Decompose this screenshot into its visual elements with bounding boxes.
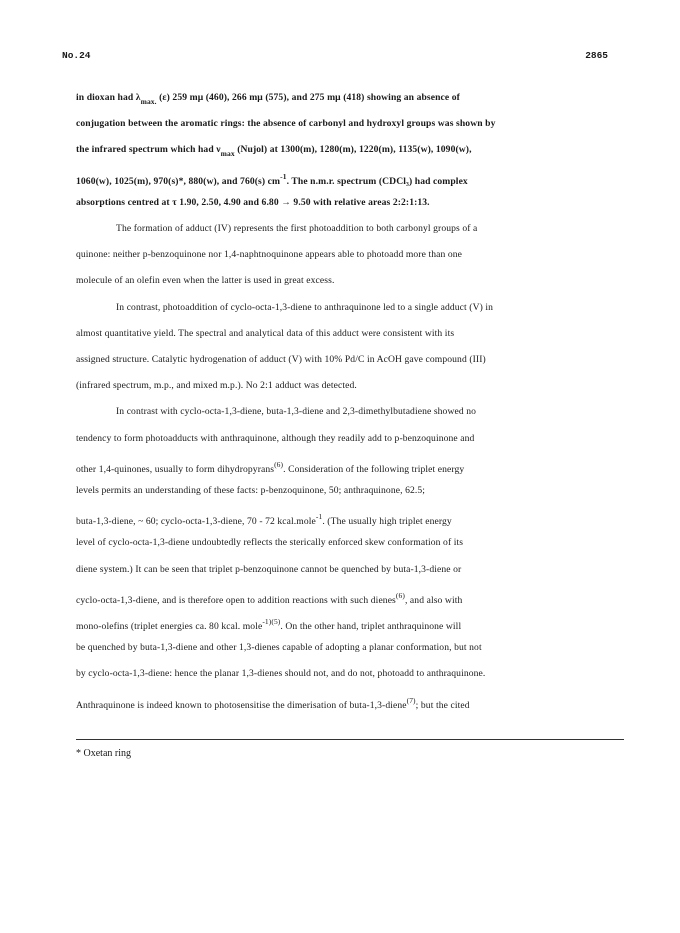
line-text: be quenched by buta-1,3-diene and other 1,3-dienes capable of adopting a planar conformation, but not [76,642,482,654]
text-line [76,511,624,528]
line-text: 1060(w), 1025(m), 970(s)*, 880(w), and 760(s) cm [76,175,281,187]
line-text: . Consideration of the following triplet energy [283,463,465,475]
journal-issue-number: No.24 [62,50,91,61]
line-text: in dioxan had λ [76,92,141,103]
line-text: ; but the cited [415,699,470,711]
text-line [76,564,624,576]
superscript: -1 [280,171,287,181]
text-line [76,380,624,392]
text-line [76,642,624,654]
subscript: max. [140,97,157,106]
text-line [116,406,624,418]
text-line [76,328,624,340]
line-text: . On the other hand, triplet anthraquinone will [280,621,462,632]
line-text: conjugation between the aromatic rings: the absence of carbonyl and hydroxyl groups was shown by [76,118,496,130]
text-line [76,616,624,633]
line-text: other 1,4-quinones, usually to form dihydropyrans [76,463,275,475]
line-text: cyclo-octa-1,3-diene, and is therefore open to addition reactions with such dienes [76,594,396,606]
text-line [116,223,624,235]
line-text: level of cyclo-octa-1,3-diene undoubtedly reflects the sterically enforced skew conformation of its [76,537,464,549]
subscript: max [220,149,235,159]
line-text: almost quantitative yield. The spectral and analytical data of this adduct were consistent with its [76,327,455,339]
line-text: (infrared spectrum, m.p., and mixed m.p.). No 2:1 adduct was detected. [76,380,357,392]
line-text: by cyclo-octa-1,3-diene: hence the planar 1,3-dienes should not, and do not, photoadd to anthraquinone. [76,668,486,680]
line-text: . (The usually high triplet energy [322,516,452,528]
line-text: mono-olefins (triplet energies ca. 80 kcal. mole [76,621,263,632]
text-line [76,668,624,680]
line-text: assigned structure. Catalytic hydrogenation of adduct (V) with 10% Pd/C in AcOH gave compound (III) [76,354,486,365]
line-text: . The n.m.r. spectrum (CDCl₃) had complex [286,175,468,187]
footnote: * Oxetan ring [76,748,131,759]
line-text: molecule of an olefin even when the latter is used in great excess. [76,275,335,287]
line-text: The formation of adduct (IV) represents the first photoaddition to both carbonyl groups of a [116,223,478,234]
line-text: buta-1,3-diene, ~ 60; cyclo-octa-1,3-diene, 70 - 72 kcal.mole [76,516,316,528]
line-text: In contrast with cyclo-octa-1,3-diene, buta-1,3-diene and 2,3-dimethylbutadiene showed no [116,406,477,418]
text-line [76,118,624,130]
text-line [76,171,624,188]
text-line [76,197,624,209]
line-text: (ε) 259 mμ (460), 266 mμ (575), and 275 mμ (418) showing an absence of [156,92,460,103]
text-line [76,144,624,160]
text-line [76,459,624,476]
text-line [76,92,624,108]
line-text: diene system.) It can be seen that triplet p-benzoquinone cannot be quenched by buta-1,3-diene or [76,563,462,575]
line-text: absorptions centred at τ 1.90, 2.50, 4.90 and 6.80 → 9.50 with relative areas 2:2:1:13. [76,196,430,208]
superscript: -1)(5) [262,617,281,626]
line-text: levels permits an understanding of these facts: p-benzoquinone, 50; anthraquinone, 62.5; [76,485,426,496]
text-line [76,275,624,287]
superscript: (7) [406,695,416,705]
text-line [76,354,624,366]
text-line [76,695,624,712]
line-text: the infrared spectrum which had ν [76,144,221,156]
line-text: Anthraquinone is indeed known to photosensitise the dimerisation of buta-1,3-diene [76,699,407,711]
footnote-rule [76,739,624,740]
line-text: tendency to form photoadducts with anthraquinone, although they readily add to p-benzoquinone and [76,432,475,444]
superscript: (6) [274,459,284,469]
text-line [76,537,624,549]
line-text: In contrast, photoaddition of cyclo-octa-1,3-diene to anthraquinone led to a single adduct (V) in [116,301,494,313]
text-line [76,249,624,261]
line-text: , and also with [404,594,463,606]
superscript: -1 [315,512,323,522]
text-line [76,590,624,607]
text-line [76,485,624,497]
text-line [76,433,624,445]
superscript: (6) [395,590,405,600]
line-text: quinone: neither p-benzoquinone nor 1,4-naphtnoquinone appears able to photoadd more than one [76,249,463,261]
text-line [116,302,624,314]
page-number: 2865 [585,50,608,61]
line-text: (Nujol) at 1300(m), 1280(m), 1220(m), 1135(w), 1090(w), [234,144,472,156]
